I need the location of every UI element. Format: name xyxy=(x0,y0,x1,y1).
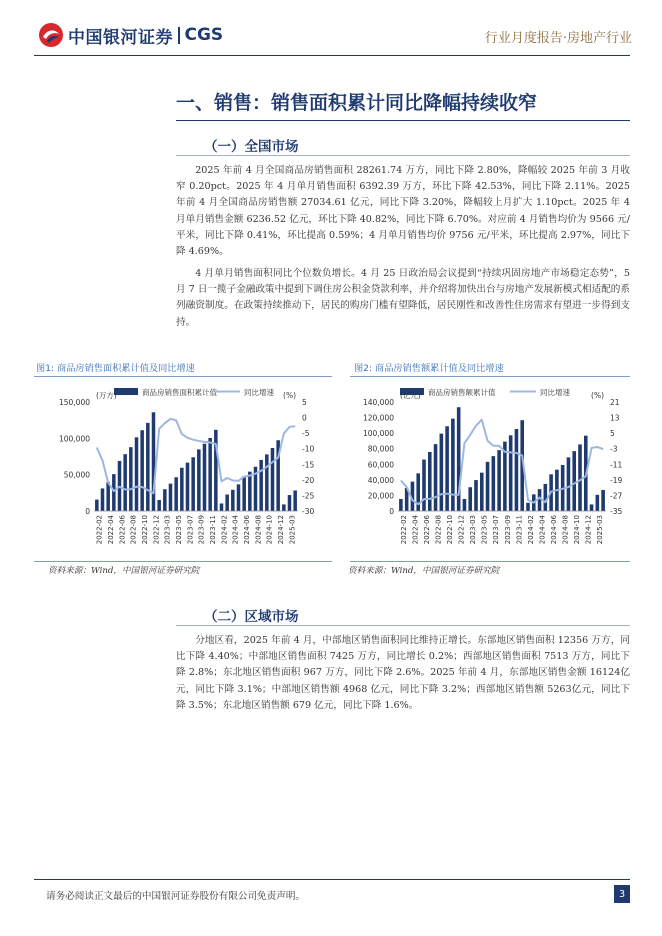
chart1-bar xyxy=(197,449,201,511)
chart1-bar xyxy=(106,482,110,511)
chart1-bar xyxy=(225,495,229,511)
chart2-xtick-label: 2023-05 xyxy=(480,515,489,545)
chart1-ytick-label: 50,000 xyxy=(63,470,90,480)
chart1-bar xyxy=(220,503,224,511)
chart2-y2tick-label: 13 xyxy=(610,413,620,423)
chart1-bar xyxy=(288,495,292,511)
chart2-ytick-label: 60,000 xyxy=(367,460,394,470)
chart1-bar xyxy=(191,457,195,511)
chart1-xtick-label: 2022-02 xyxy=(95,515,104,545)
chart1-right-unit: (%) xyxy=(283,391,296,400)
chart2-bar xyxy=(590,504,594,511)
chart1-bar xyxy=(237,484,241,511)
logo-english-name: CGS xyxy=(184,25,224,45)
chart2-y2tick-label: -19 xyxy=(610,475,623,485)
chart2-bar xyxy=(474,480,478,511)
subsection-divider-regional xyxy=(176,625,630,626)
chart1-bar xyxy=(169,484,173,511)
chart2-legend-line-label: 同比增速 xyxy=(540,388,570,397)
chart1-y2tick-label: -10 xyxy=(302,444,315,454)
chart1-xtick-label: 2023-07 xyxy=(186,515,195,545)
chart1-xtick-label: 2022-10 xyxy=(141,515,149,545)
logo-chinese-name: 中国银河证券 xyxy=(68,27,173,48)
chart2-xtick-label: 2022-08 xyxy=(434,515,443,545)
chart1-y2tick-label: 0 xyxy=(302,413,307,423)
chart1-xtick-label: 2024-06 xyxy=(243,515,251,545)
chart1-xtick-label: 2023-03 xyxy=(163,515,172,545)
chart2-y2tick-label: 21 xyxy=(610,398,620,407)
chart2-bar xyxy=(567,457,571,511)
chart1-bar xyxy=(157,500,161,511)
report-type: 行业月度报告·房地产行业 xyxy=(484,31,632,46)
chart2-bar xyxy=(399,499,403,511)
chart1-bar xyxy=(146,423,150,511)
chart1-bar xyxy=(203,444,207,511)
subsection-title-regional: （二）区域市场 xyxy=(204,609,299,625)
chart2-xtick-label: 2023-07 xyxy=(492,515,501,545)
chart2-y2tick-label: -35 xyxy=(610,507,623,516)
chart2-xtick-label: 2023-09 xyxy=(503,515,512,545)
chart2-bar xyxy=(572,451,576,511)
chart1-xtick-label: 2022-08 xyxy=(129,515,138,545)
chart2-bar xyxy=(497,450,501,511)
chart2-xtick-label: 2022-12 xyxy=(457,515,466,545)
chart1-xtick-label: 2023-05 xyxy=(175,515,183,545)
chart2-xtick-label: 2022-06 xyxy=(422,515,431,545)
chart1-legend-bar-label: 商品房销售面积累计值 xyxy=(142,388,217,397)
chart2-ytick-label: 80,000 xyxy=(367,444,394,454)
chart1-xtick-label: 2022-04 xyxy=(107,515,115,545)
chart2-bar xyxy=(440,434,444,511)
chart2-y2tick-label: -3 xyxy=(610,444,618,454)
chart2-xtick-label: 2022-04 xyxy=(411,515,420,545)
chart2-xtick-label: 2022-10 xyxy=(446,515,454,545)
chart2-ytick-label: 0 xyxy=(389,507,394,516)
chart2-right-unit: (%) xyxy=(591,391,604,400)
chart1-xtick-label: 2024-08 xyxy=(254,515,263,545)
chart2-xtick-label: 2024-06 xyxy=(550,515,558,545)
chart1-bar xyxy=(129,447,133,511)
figure-1-bottom-divider xyxy=(34,561,332,562)
footer-divider xyxy=(34,879,630,880)
logo-separator xyxy=(178,27,180,44)
figure-1-source: 资料来源：Wind，中国银河证券研究院 xyxy=(48,566,200,576)
paragraph-regional-sales: 分地区看，2025 年前 4 月，中部地区销售面积同比维持正增长。东部地区销售面积 12356 万方，同比下降 4.40%；中部地区销售面积 7425 万方，同比增长 0.2%；西部地区销售面积 7513 万方，同比下降 2.8%；东北地区销售面积 967 万方，同比下降 2.6%。2025 年前 4 月，东部地区销售金额 16124亿元，同比下降 3.1%；中部地区销售额 4968 亿元，同比下降 3.2%；西部地区销售额 5263亿元，同比下降 3.5%；东北地区销售额 679 亿元，同比下降 1.6%。 xyxy=(176,635,630,711)
chart1-y2tick-label: -25 xyxy=(302,491,315,501)
chart2-ytick-label: 140,000 xyxy=(362,398,394,407)
chart1-left-unit: (万方) xyxy=(96,391,117,400)
chart2-xtick-label: 2024-10 xyxy=(573,515,582,545)
chart2-bar xyxy=(451,419,455,511)
figure-2-source: 资料来源：Wind，中国银河证券研究院 xyxy=(348,566,500,576)
footer-disclaimer: 请务必阅读正文最后的中国银河证券股份有限公司免责声明。 xyxy=(46,891,306,902)
chart1-y2tick-label: -30 xyxy=(302,507,315,516)
chart2-y2tick-label: -11 xyxy=(610,460,623,470)
chart2-ytick-label: 20,000 xyxy=(367,491,394,501)
chart2-legend-bar-label: 商品房销售额累计值 xyxy=(428,388,496,397)
chart2-bar xyxy=(463,499,467,511)
chart1-bar xyxy=(135,437,139,511)
chart1-xtick-label: 2024-12 xyxy=(277,515,285,545)
chart1-xtick-label: 2024-10 xyxy=(265,515,274,545)
chart2-bar xyxy=(492,456,496,511)
chart1-bar xyxy=(231,490,235,511)
chart2-bar xyxy=(480,473,484,511)
subsection-title-national: （一）全国市场 xyxy=(204,139,299,155)
section-divider xyxy=(176,120,630,121)
chart2-bar xyxy=(515,429,519,511)
chart1-bar xyxy=(163,489,167,511)
chart1-bar xyxy=(95,500,99,511)
figure-1-title: 图1: 商品房销售面积累计值及同比增速 xyxy=(36,363,195,374)
chart2-xtick-label: 2024-04 xyxy=(538,515,547,545)
chart2-bar xyxy=(578,444,582,511)
paragraph-policy: 4 月单月销售面积同比个位数负增长。4 月 25 日政治局会议提到“持续巩固房地产市场稳定态势”，5 月 7 日一揽子金融政策中提到下调住房公积金贷款利率，并介绍将加快出台与房地产发展新模式相适配的系列融资制度。在政策持续推动下，居民的购房门槛有望降低，居民刚性和改善性住房需求有望进一步得到支持。 xyxy=(176,268,630,328)
section-title: 一、销售：销售面积累计同比降幅持续收窄 xyxy=(176,92,538,114)
chart2-ytick-label: 40,000 xyxy=(367,475,394,485)
chart1-xtick-label: 2024-02 xyxy=(220,515,229,545)
chart1-bar xyxy=(293,490,297,511)
chart2-ytick-label: 100,000 xyxy=(362,429,394,439)
chart1-y2tick-label: 5 xyxy=(302,398,307,407)
chart1-bar xyxy=(140,430,144,511)
chart2-bar xyxy=(416,473,420,511)
chart2-bar xyxy=(601,490,605,511)
chart1-xtick-label: 2023-09 xyxy=(197,515,206,545)
chart2-bar xyxy=(526,503,530,511)
chart2-xtick-label: 2024-02 xyxy=(526,515,535,545)
chart1-bar xyxy=(180,468,184,511)
figure-2-title: 图2: 商品房销售额累计值及同比增速 xyxy=(354,363,504,374)
chart1-xtick-label: 2025-03 xyxy=(288,515,297,545)
chart1-bar xyxy=(248,472,252,511)
chart1-bar xyxy=(174,477,178,511)
chart1-bar xyxy=(271,448,275,511)
chart1-bar xyxy=(242,476,246,511)
chart1-y2tick-label: -20 xyxy=(302,475,315,485)
chart1-bar xyxy=(186,463,190,511)
chart2-left-unit: (亿元) xyxy=(400,391,421,400)
chart1-ytick-label: 0 xyxy=(85,507,90,516)
chart1-bar xyxy=(101,488,105,511)
chart1-bar xyxy=(152,412,156,511)
cgs-logo-icon xyxy=(38,22,64,48)
chart2-xtick-label: 2024-12 xyxy=(584,515,593,545)
chart1-legend-line-label: 同比增速 xyxy=(244,388,274,397)
chart1-bar xyxy=(112,474,116,511)
paragraph-national-sales: 2025 年前 4 月全国商品房销售面积 28261.74 万方，同比下降 2.80%，降幅较 2025 年前 3 月收窄 0.20pct。2025 年 4 月单月销售面积 6392.39 万方，环比下降 42.53%，同比下降 2.11%。2025 年前 4 月全国商品房销售额 27034.61 亿元，同比下降 3.20%，降幅较上月扩大 1.10pct。2025 年 4 月单月销售金额 6236.52 亿元，环比下降 40.82%，同比下降 6.70%。对应前 4 月销售均价为 9566 元/平米，同比下降 0.41%，环比提高 0.59%；4 月单月销售均价 9756 元/平米，环比提高 2.97%，同比下降 4.69%。 xyxy=(176,165,630,258)
chart1-bar xyxy=(123,454,127,511)
figure-2-divider xyxy=(350,376,630,377)
chart1-xtick-label: 2023-11 xyxy=(209,515,217,545)
chart-sales-area xyxy=(34,380,332,560)
chart2-bar xyxy=(509,435,513,511)
subsection-divider-national xyxy=(176,155,630,156)
chart2-y2tick-label: -27 xyxy=(610,491,623,501)
brand-logo xyxy=(38,22,223,48)
chart1-legend-bar-swatch xyxy=(114,388,138,395)
chart1-xtick-label: 2022-12 xyxy=(152,515,161,545)
chart2-bar xyxy=(544,484,548,511)
page-number: 3 xyxy=(614,885,630,903)
chart1-ytick-label: 100,000 xyxy=(58,434,90,444)
chart2-xtick-label: 2022-02 xyxy=(399,515,408,545)
chart1-bar xyxy=(259,460,263,511)
chart2-bar xyxy=(596,495,600,511)
chart1-bar xyxy=(214,430,218,511)
figure-1-divider xyxy=(34,376,332,377)
chart2-bar xyxy=(468,487,472,511)
chart2-bar xyxy=(434,444,438,511)
chart-sales-amount xyxy=(350,380,630,560)
chart1-y2tick-label: -15 xyxy=(302,460,315,470)
chart2-xtick-label: 2023-03 xyxy=(469,515,478,545)
chart2-bar xyxy=(538,489,542,511)
chart1-bar xyxy=(282,504,286,511)
chart2-bar xyxy=(445,426,449,511)
chart1-xtick-label: 2024-04 xyxy=(231,515,240,545)
chart2-ytick-label: 120,000 xyxy=(362,413,394,423)
chart1-bar xyxy=(265,454,269,511)
chart1-y2tick-label: -5 xyxy=(302,429,310,439)
chart1-bar xyxy=(208,438,212,511)
chart2-bar xyxy=(428,452,432,511)
chart2-xtick-label: 2024-08 xyxy=(561,515,570,545)
chart2-y2tick-label: 5 xyxy=(610,429,615,439)
header-divider xyxy=(34,55,630,56)
chart2-xtick-label: 2023-11 xyxy=(515,515,524,545)
chart2-bar xyxy=(486,462,490,511)
chart2-bar xyxy=(422,460,426,511)
chart1-ytick-label: 150,000 xyxy=(58,398,90,407)
chart1-xtick-label: 2022-06 xyxy=(118,515,127,545)
figure-2-bottom-divider xyxy=(350,561,630,562)
chart2-xtick-label: 2025-03 xyxy=(596,515,605,545)
